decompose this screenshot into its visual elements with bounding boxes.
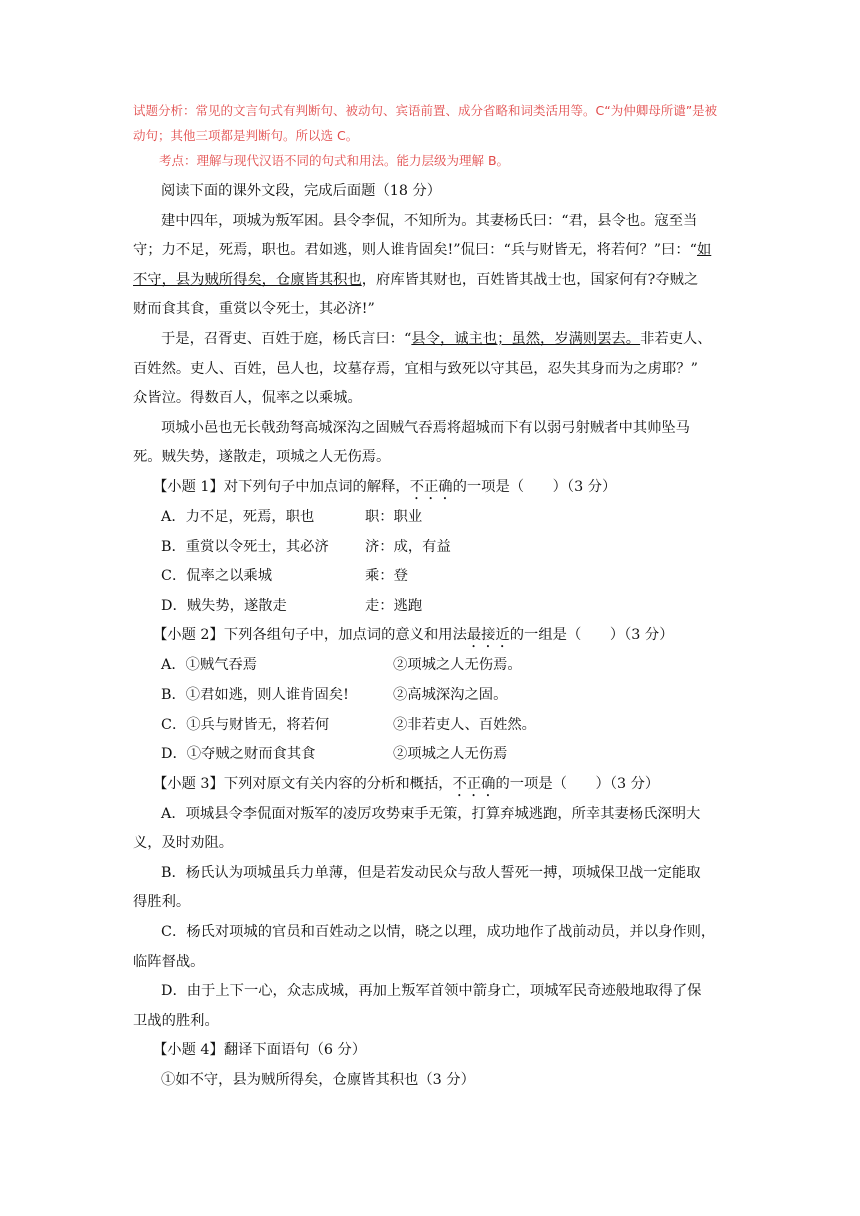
underlined-sentence: 如 bbox=[696, 242, 712, 259]
question-3-stem: 【小题 3】下列对原文有关内容的分析和概括，不正确的一项是（ ）（3 分） bbox=[153, 775, 660, 792]
question-2-option: B．①君如逃，则人谁肯固矣! ②高城深沟之固。 bbox=[161, 686, 508, 703]
underlined-sentence: 县令，诚主也；虽然，岁满则罢去。 bbox=[411, 330, 641, 347]
question-1-option: D．贼失势，遂散走 走：逃跑 bbox=[161, 597, 423, 614]
analysis-point: 考点：理解与现代汉语不同的句式和用法。能力层级为理解 B。 bbox=[159, 153, 510, 168]
question-1-option: A．力不足，死焉，职也 职：职业 bbox=[161, 508, 423, 525]
question-2-option: C．①兵与财皆无，将若何 ②非若吏人、百姓然。 bbox=[161, 716, 536, 733]
question-body bbox=[133, 177, 733, 1096]
question-1-stem: 【小题 1】对下列句子中加点词的解释，不正确的一项是（ ）（3 分） bbox=[153, 478, 617, 495]
passage-paragraph-3: 项城小邑也无长戟劲弩高城深沟之固贼气吞焉将超城而下有以弱弓射贼者中其帅坠马 死。贼失势，遂散走，项城之人无伤焉。 bbox=[133, 419, 690, 466]
question-1-option: B．重赏以令死士，其必济 济：成，有益 bbox=[161, 538, 451, 555]
passage-paragraph-1: 建中四年，项城为叛军困。县令李侃，不知所为。其妻杨氏曰：“君，县令也。寇至当 守；力不足，死焉，职也。君如逃，则人谁肯固矣!”侃曰：“兵与财皆无，将若何？”曰：“如 不守，县为贼所得矣，仓廪皆其积也，府库皆其财也，百姓皆其战士也，国家何有?夺贼之 财而食其食，重赏以令死士，其必济!” bbox=[133, 212, 712, 318]
answer-analysis bbox=[133, 98, 733, 173]
question-3-option: A．项城县令李侃面对叛军的凌厉攻势束手无策，打算弃城逃跑，所幸其妻杨氏深明大 义，及时劝阻。 bbox=[133, 805, 701, 852]
document-page bbox=[133, 98, 733, 1096]
analysis-line: 动句；其他三项都是判断句。所以选 C。 bbox=[133, 128, 359, 143]
reading-intro: 阅读下面的课外文段，完成后面题（18 分） bbox=[161, 183, 442, 199]
analysis-line: 试题分析：常见的文言句式有判断句、被动句、宾语前置、成分省略和词类活用等。C“为仲卿母所谴”是被 bbox=[133, 103, 718, 118]
question-2-option: A．①贼气吞焉 ②项城之人无伤焉。 bbox=[161, 657, 522, 674]
question-3-option: D．由于上下一心，众志成城，再加上叛军首领中箭身亡，项城军民奇迹般地取得了保 卫战的胜利。 bbox=[133, 983, 702, 1029]
passage-paragraph-2: 于是，召胥吏、百姓于庭，杨氏言曰：“县令，诚主也；虽然，岁满则罢去。非若吏人、 百姓然。吏人、百姓，邑人也，坟墓存焉，宜相与致死以守其邑，忍失其身而为之虏耶？” 众皆泣。得数百人，侃率之以乘城。 bbox=[133, 330, 712, 407]
question-4-stem: 【小题 4】翻译下面语句（6 分） bbox=[153, 1042, 367, 1059]
question-3-option: C．杨氏对项城的官员和百姓动之以情，晓之以理，成功地作了战前动员，并以身作则， 临阵督战。 bbox=[133, 924, 716, 970]
question-3-option: B．杨氏认为项城虽兵力单薄，但是若发动民众与敌人誓死一搏，项城保卫战一定能取 得胜利。 bbox=[133, 864, 701, 911]
question-4-item: ①如不守，县为贼所得矣，仓廪皆其积也（3 分） bbox=[161, 1072, 475, 1089]
question-1-option: C．侃率之以乘城 乘：登 bbox=[161, 568, 408, 585]
question-2-option: D．①夺贼之财而食其食 ②项城之人无伤焉 bbox=[161, 746, 508, 763]
question-2-stem: 【小题 2】下列各组句子中，加点词的意义和用法最接近的一组是（ ）（3 分） bbox=[153, 627, 674, 644]
underlined-sentence: 不守，县为贼所得矣，仓廪皆其积也 bbox=[133, 271, 362, 288]
